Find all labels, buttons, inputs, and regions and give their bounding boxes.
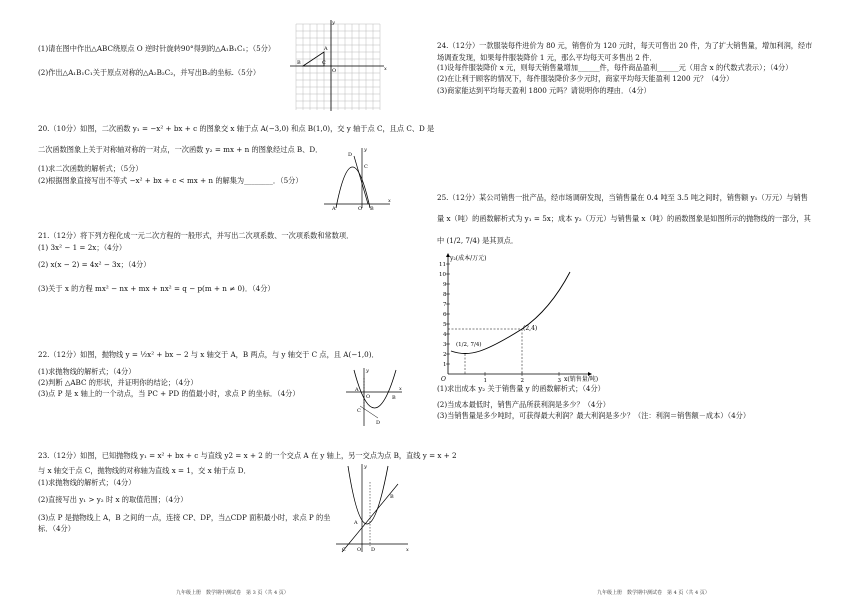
- graph-point-label: (2,4): [523, 325, 538, 332]
- q25-cost-graph: [430, 252, 620, 384]
- q22-part2: (2)判断 △ABC 的形状，并证明你的结论；（4分）: [38, 378, 198, 387]
- q19-fig-x: x: [384, 66, 387, 72]
- q19-part1: (1)请在图中作出△ABC绕原点 O 逆时针旋转90°得到的△A₁B₁C₁；（5分）: [38, 44, 276, 53]
- y-tick-label: 10: [439, 272, 446, 278]
- q25-part2: (2)当成本最低时，销售产品所获利润是多少？（4分）: [437, 400, 610, 409]
- q22-fig-D: D: [376, 420, 381, 426]
- q21-line1: 21.（12分）将下列方程化成一元二次方程的一般形式，并写出二次项系数、一次项系数和常数项．: [38, 231, 354, 240]
- y-tick-label: 9: [443, 282, 447, 288]
- left-page-footer: 九年级上册 数学期中测试卷 第 3 页（共 4 页）: [176, 590, 289, 596]
- y-tick-label: 1: [443, 362, 447, 368]
- q23-line1: 23.（12分）如图，已知抛物线 y₁ = x² + bx + c 与直线 y2 = x + 2 的一个交点 A 在 y 轴上，另一交点为点 B，直线 y = x + 2: [38, 451, 457, 460]
- q22-fig-O: O: [366, 394, 371, 400]
- q25-part3: (3)当销售量是多少吨时，可获得最大利润？最大利润是多少？（注：利润＝销售额－成本）（4分）: [437, 411, 751, 420]
- y-tick-label: 11: [439, 262, 446, 268]
- q22-figure: [344, 366, 404, 428]
- q25-part1: (1)求出成本 y₂ 关于销售量 y 的函数解析式；（4分）: [437, 384, 605, 393]
- graph-x-label: x(销售量/吨): [564, 376, 599, 383]
- q19-fig-C: C: [322, 60, 326, 66]
- q23-fig-D: D: [371, 547, 376, 553]
- y-tick-label: 8: [443, 292, 447, 298]
- q20-line1: 20.（10分）如图，二次函数 y₁ = −x² + bx + c 的图象交 x 轴于点 A(−3,0) 和点 B(1,0)，交 y 轴于点 C，且点 C、D 是: [38, 124, 435, 133]
- q23-fig-B: B: [390, 494, 394, 500]
- q22-fig-C: C: [357, 408, 361, 414]
- q20-fig-A: A: [332, 206, 336, 212]
- q21-part2: (2) x(x − 2) = 4x² − 3x；（4分）: [38, 260, 151, 269]
- q23-part3: (3)点 P 是抛物线上 A，B 之间的一点，连接 CP、DP，当△CDP 面积最小时，求点 P 的坐: [38, 513, 331, 522]
- y-tick-label: 5: [443, 322, 447, 328]
- q20-fig-y: y: [364, 147, 367, 153]
- q22-fig-y: y: [366, 368, 369, 374]
- q25-line3: 中 (1/2, 7/4) 是其顶点．: [437, 236, 519, 245]
- q21-part3: (3)关于 x 的方程 mx² − nx + mx + nx² = q − p(m + n ≠ 0)．（4分）: [38, 284, 275, 293]
- q23-fig-y: y: [364, 464, 367, 470]
- q22-fig-x: x: [399, 386, 402, 392]
- q24-part2: (2)在让利于顾客的情况下，每件服装降价多少元时，商家平均每天能盈利 1200 元？（4分）: [437, 74, 734, 83]
- q23-line2: 与 x 轴交于点 C，抛物线的对称轴为直线 x = 1，交 x 轴于点 D．: [38, 466, 251, 475]
- q24-part1: (1)设每件服装降价 x 元，则每天销售量增加______件，每件商品盈利______元（用含 x 的代数式表示）；（4分）: [437, 63, 793, 72]
- q20-figure: [322, 146, 392, 212]
- q19-part2: (2)作出△A₁B₁C₁关于原点对称的△A₂B₂C₂，并写出B₂的坐标.（5分）: [38, 68, 261, 77]
- q23-figure: [334, 462, 412, 554]
- q20-fig-O: O: [358, 206, 363, 212]
- q22-fig-A: A: [355, 387, 359, 393]
- q22-line1: 22.（12分）如图，抛物线 y = ½x² + bx − 2 与 x 轴交于 A，B 两点，与 y 轴交于 C 点，且 A(−1,0)．: [38, 350, 379, 359]
- q20-fig-C: C: [364, 164, 368, 170]
- q23-fig-x: x: [406, 547, 409, 553]
- y-tick-label: 7: [443, 302, 447, 308]
- q22-fig-B: B: [392, 395, 396, 401]
- q19-fig-A: A: [324, 46, 328, 52]
- q19-fig-O: O: [332, 68, 337, 74]
- q24-line2: 场调查发现，如果每件服装降价 1 元，那么平均每天可多售出 2 件．: [437, 53, 657, 62]
- y-tick-label: 4: [443, 332, 447, 338]
- x-tick-label: 3: [557, 378, 561, 384]
- q24-line1: 24.（12分）一款服装每件进价为 80 元，销售价为 120 元时，每天可售出 20 件，为了扩大销售量，增加利润，经市: [437, 41, 813, 50]
- y-tick-label: 6: [443, 312, 447, 318]
- q23-part1: (1)求抛物线的解析式；（4分）: [38, 478, 136, 487]
- y-tick-label: 3: [443, 342, 447, 348]
- q23-fig-O: O: [357, 547, 362, 553]
- y-tick-label: 2: [443, 352, 447, 358]
- q20-fig-B: B: [370, 206, 374, 212]
- q20-fig-x: x: [388, 198, 391, 204]
- q20-line2: 二次函数图象上关于对称轴对称的一对点，一次函数 y₂ = mx + n 的图象经过点 B、D．: [38, 145, 323, 154]
- graph-vertex-label: (1/2, 7/4): [456, 342, 482, 348]
- q22-part3: (3)点 P 是 x 轴上的一个动点，当 PC + PD 的值最小时，求点 P 的坐标．（4分）: [38, 389, 300, 398]
- graph-origin: O: [441, 376, 446, 383]
- q19-fig-y: y: [332, 20, 335, 26]
- q21-part1: (1) 3x² − 1 = 2x；（4分）: [38, 243, 127, 252]
- q23-fig-C: C: [342, 547, 346, 553]
- q23-fig-A: A: [354, 520, 358, 526]
- right-page-footer: 九年级上册 数学期中测试卷 第 4 页（共 4 页）: [597, 590, 710, 596]
- q20-fig-D: D: [348, 152, 353, 158]
- q24-part3: (3)商家能达到平均每天盈利 1800 元吗？请说明你的理由．（4分）: [437, 86, 651, 95]
- x-tick-label: 2: [520, 378, 524, 384]
- q22-part1: (1)求抛物线的解析式；（4分）: [38, 367, 136, 376]
- q25-line1: 25.（12分）某公司销售一批产品，经市场调研发现，当销售量在 0.4 吨至 3.5 吨之间时，销售额 y₁（万元）与销售: [437, 193, 808, 202]
- q25-line2: 量 x（吨）的函数解析式为 y₁ = 5x；成本 y₂（万元）与销售量 x（吨）的函数图象是如图所示的抛物线的一部分，其: [437, 214, 811, 223]
- q19-grid-figure: [290, 18, 390, 114]
- q23-part3b: 标．（4分）: [38, 524, 75, 533]
- q19-fig-B: B: [297, 60, 301, 66]
- q20-part2: (2)根据图象直接写出不等式 −x² + bx + c < mx + n 的解集为________．（5分）: [38, 176, 303, 185]
- x-tick-label: 1: [483, 378, 487, 384]
- graph-y-label: y₂(成本/万元): [450, 255, 487, 262]
- q20-part1: (1)求二次函数的解析式；（5分）: [38, 164, 143, 173]
- q23-part2: (2)直接写出 y₁ > y₂ 时 x 的取值范围；（4分）: [38, 495, 188, 504]
